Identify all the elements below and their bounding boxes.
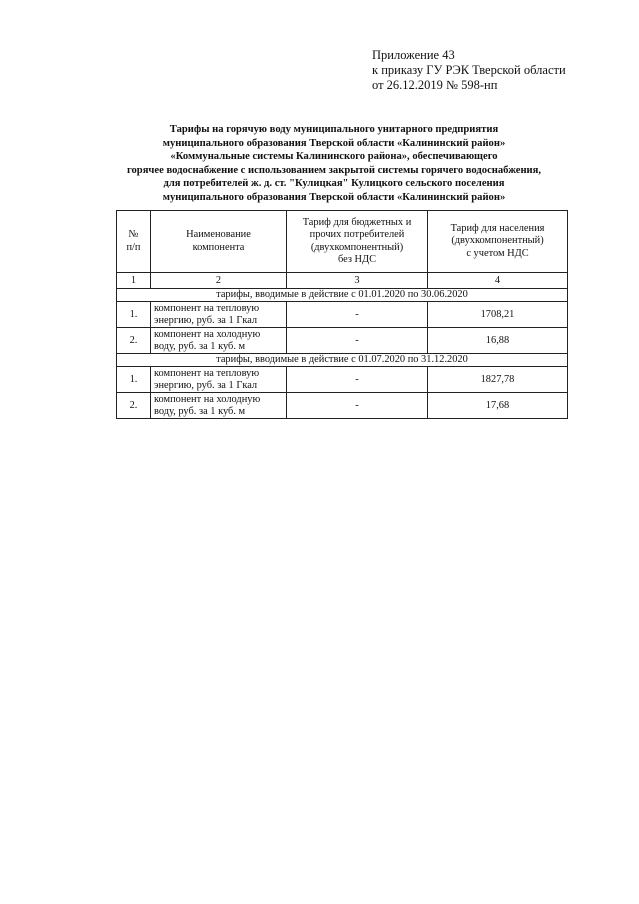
period-label: тарифы, вводимые в действие с 01.01.2020 по 30.06.2020 (117, 289, 568, 302)
tariff-table (116, 210, 568, 419)
header-budget-tariff: Тариф для бюджетных и прочих потребителей (двухкомпонентный) без НДС (287, 211, 428, 273)
title-line: муниципального образования Тверской области «Калининский район» (162, 137, 506, 149)
period-row (117, 289, 568, 302)
title-line: Тарифы на горячую воду муниципального унитарного предприятия (169, 124, 499, 135)
title-line: горячее водоснабжение с использованием закрытой системы горячего водоснабжения, (126, 164, 542, 176)
period-label: тарифы, вводимые в действие с 01.07.2020 по 31.12.2020 (117, 354, 568, 367)
header-population-tariff: Тариф для населения (двухкомпонентный) с учетом НДС (428, 211, 568, 273)
component-name: компонент на холодную воду, руб. за 1 куб. м (151, 393, 287, 419)
population-tariff-value: 17,68 (428, 393, 568, 419)
header-name: Наименование компонента (151, 211, 287, 273)
period-row (117, 354, 568, 367)
budget-tariff-value: - (287, 302, 428, 328)
annex-order: к приказу ГУ РЭК Тверской области (372, 63, 566, 77)
annex-date: от 26.12.2019 № 598-нп (372, 78, 498, 92)
title-line: «Коммунальные системы Калининского района», обеспечивающего (170, 151, 498, 163)
component-name: компонент на тепловую энергию, руб. за 1 Гкал (151, 367, 287, 393)
row-number: 2. (117, 328, 151, 354)
component-name: компонент на холодную воду, руб. за 1 куб. м (151, 328, 287, 354)
table-header-row (117, 211, 568, 273)
annex-reference (372, 48, 612, 93)
row-number: 1. (117, 302, 151, 328)
column-number: 1 (117, 273, 151, 289)
component-name: компонент на тепловую энергию, руб. за 1 Гкал (151, 302, 287, 328)
row-number: 2. (117, 393, 151, 419)
column-number: 3 (287, 273, 428, 289)
annex-number: Приложение 43 (372, 48, 455, 62)
header-num: № п/п (117, 211, 151, 273)
budget-tariff-value: - (287, 393, 428, 419)
column-number: 4 (428, 273, 568, 289)
table-row (117, 367, 568, 393)
table-row (117, 302, 568, 328)
row-number: 1. (117, 367, 151, 393)
table-row (117, 328, 568, 354)
title-line: муниципального образования Тверской области «Калининский район» (162, 191, 506, 203)
table-row (117, 393, 568, 419)
population-tariff-value: 1827,78 (428, 367, 568, 393)
budget-tariff-value: - (287, 367, 428, 393)
column-number-row (117, 273, 568, 289)
column-number: 2 (151, 273, 287, 289)
document-title (100, 123, 568, 205)
population-tariff-value: 16,88 (428, 328, 568, 354)
title-line: для потребителей ж. д. ст. "Кулицкая" Кулицкого сельского поселения (163, 178, 505, 190)
population-tariff-value: 1708,21 (428, 302, 568, 328)
budget-tariff-value: - (287, 328, 428, 354)
